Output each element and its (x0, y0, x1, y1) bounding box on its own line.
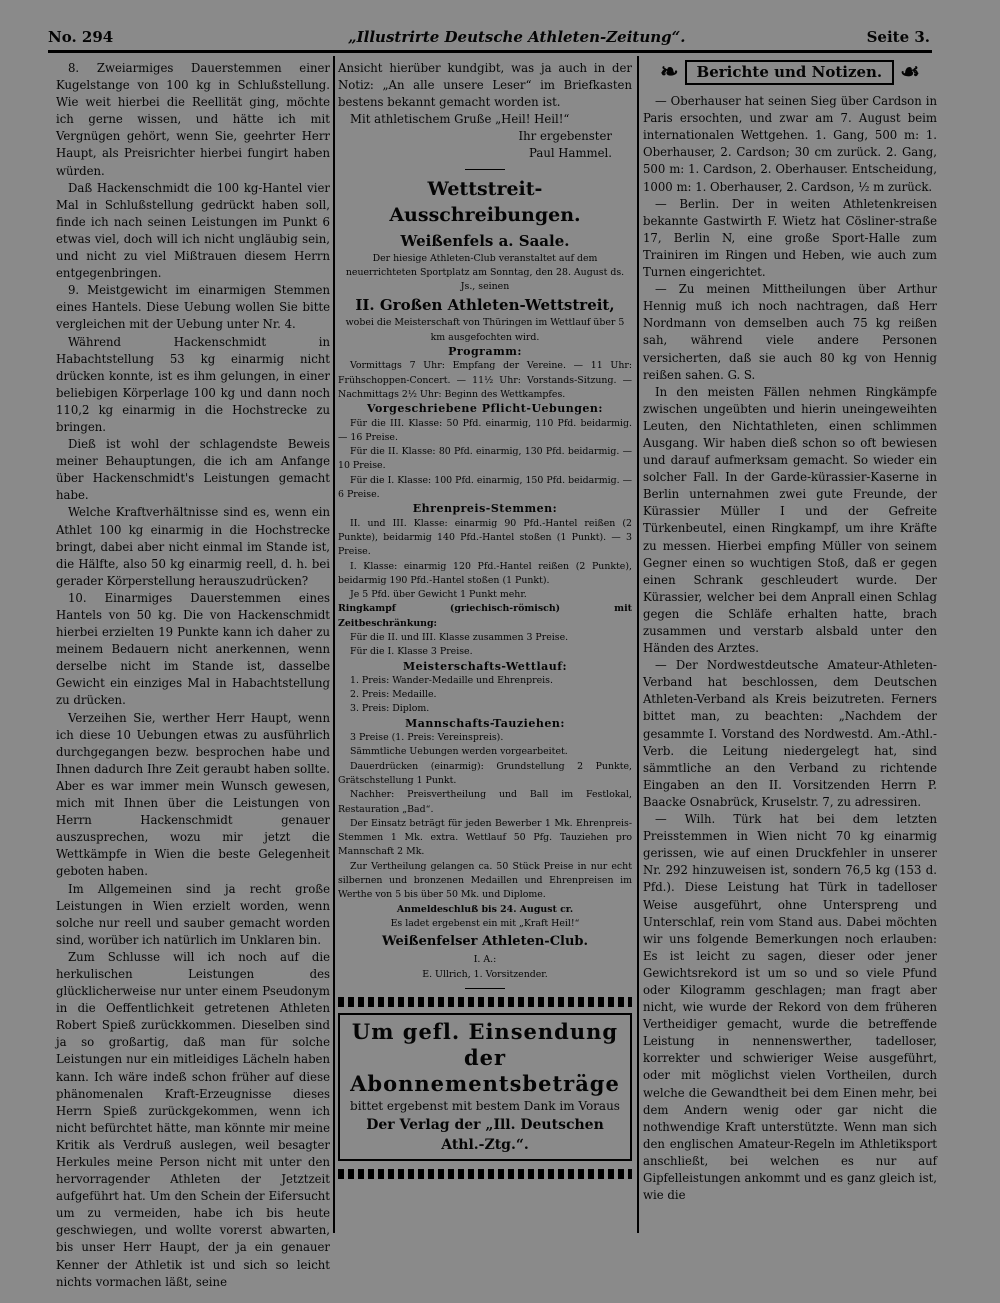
letter-greeting: Mit athletischem Gruße „Heil! Heil!“ (350, 112, 570, 127)
news-item: — Wilh. Türk hat bei dem letzten Preisstemmen in Wien nicht 70 kg einarmig gerissen, wie auf einen Druckfehler in unserer Nr. 292 hinzuweisen ist, sondern 76,5 kg (153 d. Pfd.). Diese Leistung hat Türk in tadelloser Weise ausgeführt, ohne Unterspreng und Unterschlaf, rein vom Stand aus. Dabei möchten wir uns folgende Bemerkungen noch erlauben: Es ist leicht zu sagen, dieser oder jener Gewichtsrekord ist um so und so viele Pfund oder Kilogramm geschlagen; man fragt aber nicht, wie wurde der Rekord von dem früheren Vertheidiger gemacht, wurde die betreffende Leistung in nennenswerther, tadelloser, korrekter und schwieriger Weise ausgeführt, oder mit möglichst vielen Vortheilen, durch welche die Gewandtheit bei dem Einen mehr, bei dem Andern wenig oder gar nicht die nothwendige Kraft unterstützte. Wenn man sich den englischen Amateur-Regeln im Athletiksport anschließt, bei welchen es nur auf Gipfelleistungen ankommt und es ganz gleich ist, wie die (643, 812, 937, 1203)
issue-number: No. 294 (48, 28, 114, 46)
column-2 (338, 60, 632, 1185)
ring-line: Für die II. und III. Klasse zusammen 3 Preise. (350, 631, 569, 643)
paragraph: 8. Zweiarmiges Dauerstemmen einer Kugelstange von 100 kg in Schlußstellung. Wie weit hierbei die Reellität ging, möchte ich gerne wissen, und hätte ich mit Vergnügen gehört, wenn Sie, geehrter Herr Haupt, als Preisrichter hierbei fungirt haben würden. (56, 61, 330, 178)
news-item: — Der Nordwestdeutsche Amateur-Athleten-Verband hat beschlossen, dem Deutschen Athleten-Verband als Kreis beizutreten. Ferners bittet man, zu beachten: „Nachdem der gesammte I. Vorstand des Nordwestd. Am.-Athl.-Verb. die Leitung niedergelegt hat, sind sämmtliche an den Verband zu richtende Eingaben an den II. Vorsitzenden Herrn P. Baacke Osnabrück, Kruselstr. 7, zu adressiren. (643, 658, 937, 809)
subscription-box (338, 1013, 632, 1161)
ehren-line: Je 5 Pfd. über Gewicht 1 Punkt mehr. (350, 589, 527, 601)
news-item: — Zu meinen Mittheilungen über Arthur Hennig muß ich noch nachtragen, daß Herr Nordmann von demselben auch 75 kg reißen sah, während viele andere Personen versicherten, daß sie auch 80 kg von Hennig reißen sahen. G. S. (643, 282, 937, 382)
paragraph: Zum Schlusse will ich noch auf die herkulischen Leistungen des glücklicherweise nur unter einem Pseudonym in die Oeffentlichkeit getretenen Athleten Robert Spieß zurückkommen. Dieselben sind ja so großartig, daß man für solche Leistungen nur ein mitleidiges Lächeln haben kann. Ich wäre indeß schon früher auf diese phänomenalen Kraft-Erzeugnisse dieses Herrn Spieß zurückgekommen, wenn ich nicht befürchtet hätte, man könnte mir meine Kritik als Verdruß auslegen, weil besagter Herkules meine Person nicht mit unter den hervorragender Athleten der Jetztzeit aufgeführt hat. Um den Schein der Eifersucht um zu vermeiden, habe ich bis heute geschwiegen, und wollte vorerst abwarten, bis unser Herr Haupt, der ja ein genauer Kenner der Athletik ist und sich so leicht nichts vormachen läßt, seine (56, 949, 330, 1289)
box-title-line-1: Um gefl. Einsendung der (351, 1018, 619, 1070)
deadline: Anmeldeschluß bis 24. August cr. (396, 903, 574, 915)
newspaper-title: „Illustrirte Deutsche Athleten-Zeitung“. (348, 28, 686, 46)
chairman: E. Ullrich, 1. Vorsitzender. (422, 968, 548, 980)
pflicht-line: Für die III. Klasse: 50 Pfd. einarmig, 110 Pfd. beidarmig. — 16 Preise. (338, 417, 632, 443)
ehren-line: I. Klasse: einarmig 120 Pfd.-Hantel reißen (2 Punkte), beidarmig 190 Pfd.-Hantel stoßen (1 Punkt). (338, 560, 632, 586)
ehren-line: II. und III. Klasse: einarmig 90 Pfd.-Hantel reißen (2 Punkte), beidarmig 140 Pfd.-Hantel stoßen (1 Punkt). — 3 Preise. (338, 517, 632, 558)
ehren-heading: Ehrenpreis-Stemmen: (412, 502, 558, 516)
paragraph: Welche Kraftverhältnisse sind es, wenn ein Athlet 100 kg einarmig in die Hochstrecke bringt, dabei aber nicht einmal im Stande ist, die Hälfte, also 50 kg einarmig reell, d. h. bei gerader Körperstellung herauszudrücken? (56, 505, 330, 588)
ornament-border (338, 1169, 632, 1179)
column-divider-2 (637, 56, 639, 1233)
letter-signature: Paul Hammel. (529, 146, 612, 161)
announcement: Der hiesige Athleten-Club veranstaltet auf dem neuerrichteten Sportplatz am Sonntag, den 28. August ds. Js., seinen (345, 252, 625, 293)
letter-ending: Ansicht hierüber kundgibt, was ja auch in der Notiz: „An alle unsere Leser“ im Briefkasten bestens bekannt gemacht worden ist. (338, 61, 632, 110)
section-header-berichte (643, 60, 937, 85)
on-behalf: I. A.: (473, 954, 497, 966)
ring-heading: Ringkampf (griechisch-römisch) mit Zeitbeschränkung: (338, 603, 632, 629)
misc-line: Dauerdrücken (einarmig): Grundstellung 2 Punkte, Grätschstellung 1 Punkt. (338, 760, 632, 786)
lauf-line: 1. Preis: Wander-Medaille und Ehrenpreis. (350, 674, 553, 686)
page-number: Seite 3. (866, 28, 930, 46)
box-title-line-2: Abonnementsbeträge (350, 1070, 620, 1096)
page-header (48, 28, 930, 50)
paragraph: Verzeihen Sie, werther Herr Haupt, wenn ich diese 10 Uebungen etwas zu ausführlich durchgegangen bezw. besprochen habe und Ihnen dadurch Ihre Zeit geraubt haben sollte. Aber es war immer mein Wunsch gewesen, mich mit Ihnen über die Leistungen von Herrn Hackenschmidt genauer auszusprechen, wozu mir jetzt die Wettkämpfe in Wien die beste Gelegenheit geboten haben. (56, 710, 330, 879)
program-text: Vormittags 7 Uhr: Empfang der Vereine. — 11 Uhr: Frühschoppen-Concert. — 11½ Uhr: Vorstands-Sitzung. — Nachmittags 2½ Uhr: Beginn des Wettkampfes. (338, 360, 632, 400)
misc-line: Nachher: Preisvertheilung und Ball im Festlokal, Restauration „Bad“. (338, 789, 632, 815)
column-divider-1 (333, 56, 335, 1233)
lauf-line: 2. Preis: Medaille. (350, 689, 437, 701)
event-description: wobei die Meisterschaft von Thüringen im Wettlauf über 5 km ausgefochten wird. (345, 317, 625, 343)
news-item: In den meisten Fällen nehmen Ringkämpfe zwischen ungeübten und hierin uneingeweihten Leuten, den Nichtathleten, einen schlimmen Ausgang. Wir haben dieß schon so oft bewiesen und darauf aufmerksam gemacht. So wieder ein solcher Fall. In der Garde-kürassier-Kaserne in Berlin unternahmen zwei gute Freunde, der Kürassier Müller I und der Gefreite Türkenbeutel, einen Ringkampf, um ihre Kräfte zu messen. Hierbei empfing Müller von seinem Gegner einen so wuchtigen Stoß, daß er gegen einen Schrank geschleudert wurde. Der Kürassier, welcher bei dem Anprall einen Schlag gegen die Schläfe erhalten hatte, brach zusammen und verstarb alsbald unter den Händen des Arztes. (643, 384, 937, 656)
pflicht-line: Für die I. Klasse: 100 Pfd. einarmig, 150 Pfd. beidarmig. — 6 Preise. (338, 474, 632, 501)
section-title-berichte: Berichte und Notizen. (685, 60, 895, 85)
pflicht-heading: Vorgeschriebene Pflicht-Uebungen: (367, 402, 603, 416)
ornament-icon: ☙ (900, 59, 920, 85)
news-item: — Oberhauser hat seinen Sieg über Cardson in Paris ersochten, und zwar am 7. August beim internationalen Wettgehen. 1. Gang, 500 m: 1. Oberhauser, 2. Cardson; 30 cm zurück. 2. Gang, 500 m: 1. Cardson, 2. Oberhauser. Entscheidung, 1000 m: 1. Oberhauser, 2. Cardson, ½ m zurück. (643, 94, 937, 194)
section-title-wettstreit: Wettstreit-Ausschreibungen. (389, 177, 581, 226)
tau-line: 3 Preise (1. Preis: Vereinspreis). (350, 732, 504, 744)
pflicht-line: Für die II. Klasse: 80 Pfd. einarmig, 130 Pfd. beidarmig. — 10 Preise. (338, 446, 632, 472)
column-3 (643, 60, 937, 1204)
program-heading: Programm: (448, 345, 522, 359)
event-place: Weißenfels a. Saale. (400, 231, 570, 250)
paragraph: Dieß ist wohl der schlagendste Beweis meiner Behauptungen, die ich am Anfange über Hackenschmidt's Leistungen gemacht habe. (56, 437, 330, 503)
lauf-line: 3. Preis: Diplom. (350, 703, 430, 715)
ornament-icon: ❧ (660, 59, 679, 85)
paragraph: Während Hackenschmidt in Habachtstellung 53 kg einarmig nicht drücken konnte, ist es ihm gelungen, in einer beliebigen Körperlage 100 kg und dann noch 110,2 kg einarmig in die Hochstrecke zu bringen. (56, 334, 330, 434)
box-text: bittet ergebenst mit bestem Dank im Voraus (350, 1098, 620, 1113)
event-title: II. Großen Athleten-Wettstreit, (355, 296, 615, 315)
paragraph: Daß Hackenschmidt die 100 kg-Hantel vier Mal in Schlußstellung gedrückt haben soll, finde ich nach seinen Leistungen im Punkt 6 etwas viel, doch will ich nicht ungläubig sein, und nicht zu viel Mißtrauen diesem Herrn entgegenbringen. (56, 180, 330, 281)
letter-closing: Ihr ergebenster (518, 129, 612, 144)
separator (465, 988, 505, 989)
paragraph: Im Allgemeinen sind ja recht große Leistungen in Wien erzielt worden, wenn solche nur reell und sauber gemacht worden sind, worüber ich natürlich im Unklaren bin. (56, 881, 330, 947)
separator (465, 169, 505, 170)
news-item: — Berlin. Der in weiten Athletenkreisen bekannte Gastwirth F. Wietz hat Cösliner-straße 17, Berlin N, eine große Sport-Halle zum Trainiren im Ringen und Heben, wie auch zum Turnen eingerichtet. (643, 196, 937, 280)
box-publisher: Der Verlag der „Ill. Deutschen Athl.-Ztg.“. (366, 1116, 604, 1153)
invitation: Es ladet ergebenst ein mit „Kraft Heil!“ (390, 917, 580, 929)
ornament-border (338, 997, 632, 1007)
tau-heading: Mannschafts-Tauziehen: (405, 716, 565, 730)
column-1 (56, 60, 330, 1291)
misc-line: Zur Vertheilung gelangen ca. 50 Stück Preise in nur echt silbernen und bronzenen Medaillen und Ehrenpreisen im Werthe von 5 bis über 50 Mk. und Diplome. (338, 860, 632, 901)
club-name: Weißenfelser Athleten-Club. (381, 934, 589, 950)
misc-line: Der Einsatz beträgt für jeden Bewerber 1 Mk. Ehrenpreis-Stemmen 1 Mk. extra. Wettlauf 50 Pfg. Tauziehen pro Mannschaft 2 Mk. (338, 817, 632, 858)
paragraph: 10. Einarmiges Dauerstemmen eines Hantels von 50 kg. Die von Hackenschmidt hierbei erzielten 19 Punkte kann ich daher zu meinem Bedauern nicht anerkennen, wenn derselbe nicht im Stande ist, dasselbe Gewicht ein einziges Mal in Habachtstellung zu drücken. (56, 590, 330, 708)
header-rule (48, 50, 932, 53)
misc-line: Sämmtliche Uebungen werden vorgearbeitet. (350, 746, 568, 758)
ring-line: Für die I. Klasse 3 Preise. (350, 646, 473, 658)
paragraph: 9. Meistgewicht im einarmigen Stemmen eines Hantels. Diese Uebung wollen Sie bitte vergleichen mit der Uebung unter Nr. 4. (56, 283, 330, 332)
lauf-heading: Meisterschafts-Wettlauf: (402, 659, 568, 673)
